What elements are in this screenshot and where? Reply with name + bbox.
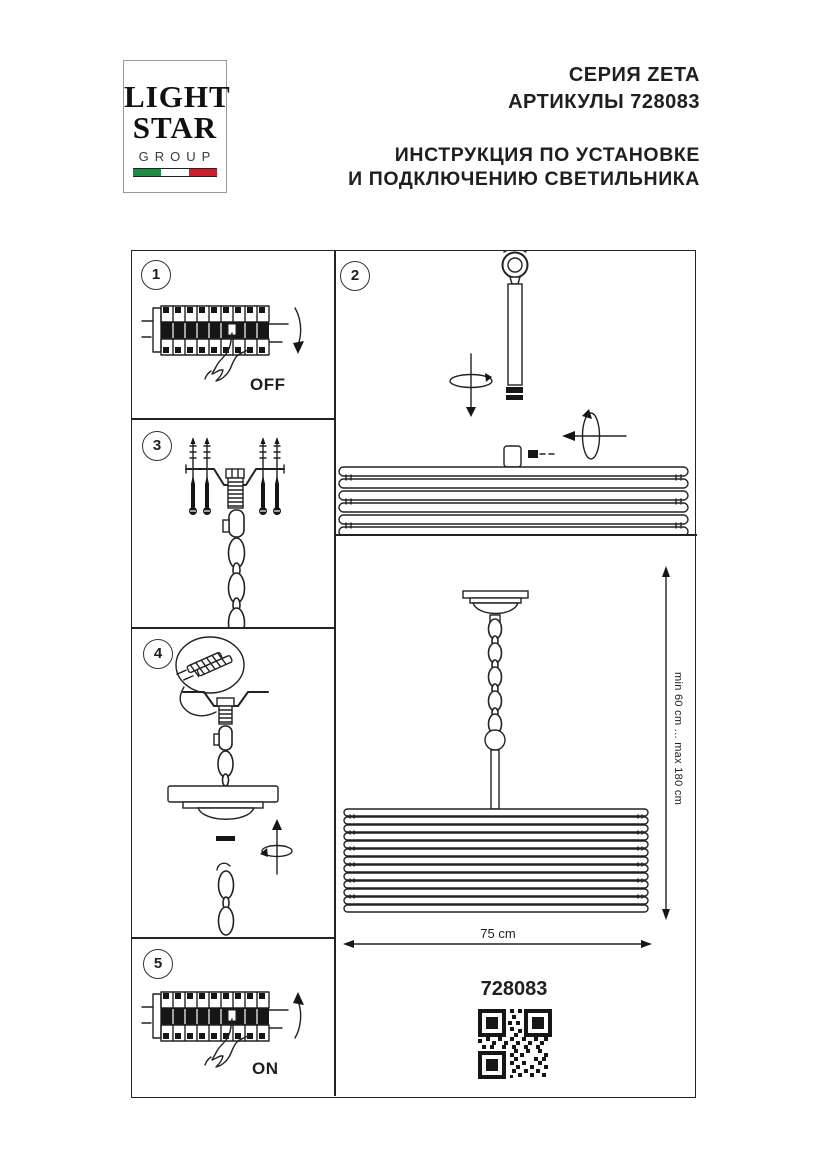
canopy xyxy=(168,786,278,819)
height-dimension-arrow xyxy=(662,566,670,920)
threaded-post xyxy=(219,706,232,724)
step-number-1: 1 xyxy=(141,260,171,290)
header-series-block xyxy=(508,62,700,116)
step-number-2: 2 xyxy=(340,261,370,291)
logo-word-light: LIGHT xyxy=(124,79,231,114)
title-line1: ИНСТРУКЦИЯ ПО УСТАНОВКЕ xyxy=(394,144,700,166)
width-dimension-label: 75 cm xyxy=(480,926,516,941)
qr-code xyxy=(478,1009,552,1079)
series-title: СЕРИЯ ZETA xyxy=(568,64,700,86)
flag-green xyxy=(133,169,161,176)
breaker-off-diagram xyxy=(132,251,334,418)
chain xyxy=(223,510,245,627)
logo-word-star: STAR xyxy=(132,110,218,145)
off-label: OFF xyxy=(250,375,286,394)
step-number-5: 5 xyxy=(143,949,173,979)
instruction-grid xyxy=(131,250,696,1098)
step-number-4: 4 xyxy=(143,639,173,669)
flag-white xyxy=(161,169,189,176)
rotate-arrow-icon xyxy=(260,819,292,874)
logo-word-group: GROUP xyxy=(138,149,217,164)
rotate-arrow-icon xyxy=(450,354,492,417)
chain-upper xyxy=(214,726,233,786)
bolt-head xyxy=(217,698,234,706)
slatted-shade xyxy=(339,467,688,534)
flag-red xyxy=(189,169,217,176)
chain xyxy=(489,619,502,734)
step-number-3: 3 xyxy=(142,431,172,461)
curved-arrow-up-icon xyxy=(295,1004,301,1038)
screw-in-arrow-icon xyxy=(562,409,626,459)
articles-line: АРТИКУЛЫ 728083 xyxy=(508,91,700,113)
title-line2: И ПОДКЛЮЧЕНИЮ СВЕТИЛЬНИКА xyxy=(348,168,700,190)
height-dimension-label: min 60 cm ... max 180 cm xyxy=(672,672,684,806)
article-number: 728083 xyxy=(480,978,548,1000)
canopy xyxy=(463,591,528,622)
chain-lower xyxy=(217,863,234,935)
rod-and-shade-diagram xyxy=(334,251,697,534)
width-dimension-arrow xyxy=(343,940,652,948)
canopy-assembly-diagram xyxy=(132,627,334,937)
socket-and-screw xyxy=(504,446,556,467)
on-label: ON xyxy=(252,1059,279,1078)
screw-dash xyxy=(216,836,235,841)
hanging-rod xyxy=(503,251,528,400)
ball-finial xyxy=(485,730,505,750)
rod xyxy=(491,750,499,809)
italian-flag-stripe xyxy=(133,168,217,177)
bolt-head xyxy=(226,469,244,478)
curved-arrow-down-icon xyxy=(295,308,301,342)
ceiling-mount-diagram xyxy=(132,418,334,627)
header-instruction-title xyxy=(348,143,700,191)
slatted-shade xyxy=(344,809,648,912)
breaker-on-diagram xyxy=(132,937,334,1096)
